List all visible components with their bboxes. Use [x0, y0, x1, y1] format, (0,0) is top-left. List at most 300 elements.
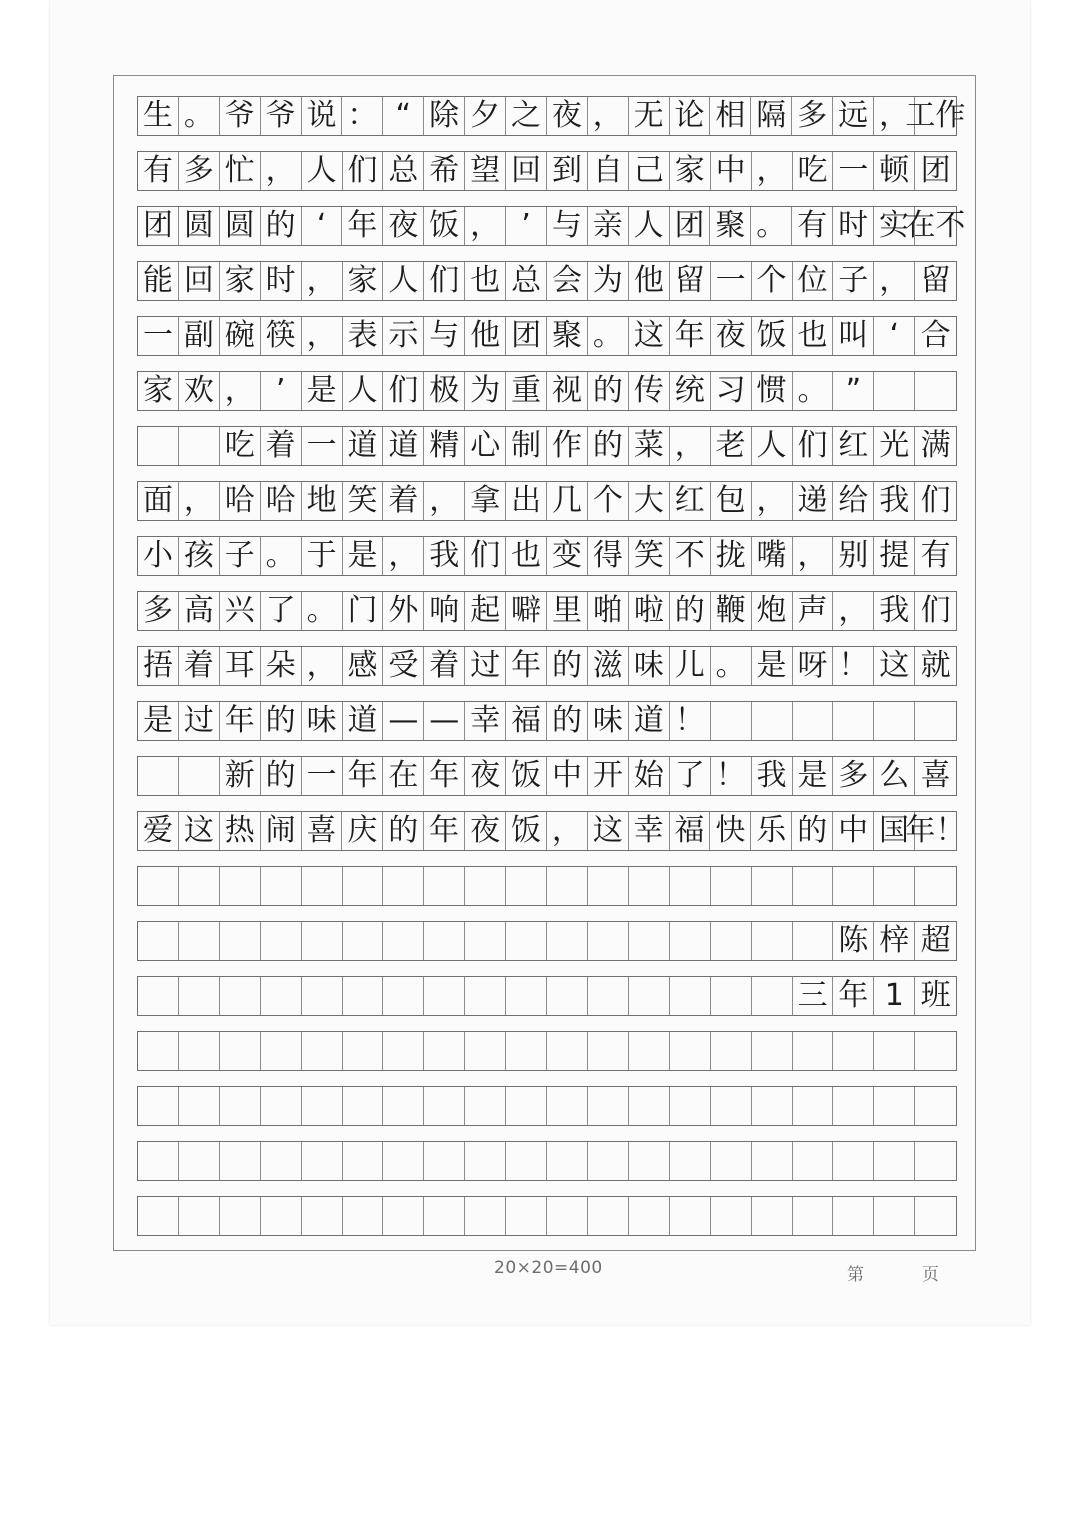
grid-cell: [547, 922, 588, 960]
grid-cell: 的: [383, 812, 424, 850]
grid-cell: [138, 867, 179, 905]
grid-cell: [179, 1197, 220, 1235]
grid-cell: 碗: [220, 317, 261, 355]
grid-cell: [506, 867, 547, 905]
grid-cell: 论: [670, 97, 711, 135]
grid-cell: [383, 922, 424, 960]
grid-cell: ，: [874, 262, 915, 300]
grid-cell: ：: [342, 97, 383, 135]
grid-cell: ，: [465, 207, 506, 245]
grid-cell: 年！: [905, 813, 966, 848]
grid-cell: 是: [752, 647, 793, 685]
grid-cell: 红: [670, 482, 711, 520]
grid-cell: 噼: [506, 592, 547, 630]
grid-cell: 幸: [465, 702, 506, 740]
grid-cell: 团: [506, 317, 547, 355]
grid-cell: 啦: [629, 592, 670, 630]
grid-cell: 我: [874, 482, 915, 520]
grid-row: [137, 976, 957, 1016]
grid-cell: [833, 1197, 874, 1235]
grid-cell: 能: [138, 262, 179, 300]
grid-cell: 门: [343, 592, 384, 630]
grid-cell: [588, 977, 629, 1015]
grid-cell: [547, 1087, 588, 1125]
grid-cell: 小: [138, 537, 179, 575]
grid-row: [137, 316, 957, 356]
grid-cell: [915, 1032, 956, 1070]
grid-cell: 庆: [342, 812, 383, 850]
grid-cell: [261, 1032, 302, 1070]
grid-cell: 受: [383, 647, 424, 685]
grid-cell: [547, 1142, 588, 1180]
grid-cell: 别: [833, 537, 874, 575]
grid-cell: ，: [752, 152, 793, 190]
grid-cell: 人: [302, 152, 343, 190]
grid-cell: 叫: [833, 317, 874, 355]
grid-cell: [833, 1032, 874, 1070]
grid-cell: [752, 867, 793, 905]
grid-cell: [343, 922, 384, 960]
grid-cell: [506, 977, 547, 1015]
grid-cell: 炮: [752, 592, 793, 630]
grid-cell: [138, 1142, 179, 1180]
grid-cell: 位: [793, 262, 834, 300]
grid-row: [137, 481, 957, 521]
grid-cell: 这: [629, 317, 670, 355]
grid-cell: [343, 1087, 384, 1125]
grid-cell: 哈: [261, 482, 302, 520]
grid-cell: 里: [547, 592, 588, 630]
grid-cell: [711, 1142, 752, 1180]
grid-cell: 忙: [220, 152, 261, 190]
grid-cell: [424, 1032, 465, 1070]
grid-cell: 子: [220, 537, 261, 575]
grid-cell: 朵: [261, 647, 302, 685]
grid-cell: 年: [342, 207, 383, 245]
grid-cell: 也: [793, 317, 834, 355]
grid-cell: [302, 977, 343, 1015]
grid-cell: [793, 1087, 834, 1125]
grid-cell: 夕: [465, 97, 506, 135]
grid-cell: 哈: [220, 482, 261, 520]
grid-cell: ，: [588, 97, 629, 135]
grid-cell: “: [383, 97, 424, 135]
grid-cell: 们: [383, 372, 424, 410]
grid-cell: 是: [343, 537, 384, 575]
grid-cell: ‘: [302, 207, 343, 245]
grid-cell: 与: [547, 207, 588, 245]
grid-cell: 顿: [874, 152, 915, 190]
grid-cell: 夜: [711, 317, 752, 355]
grid-cell: 聚: [547, 317, 588, 355]
grid-cell: [629, 867, 670, 905]
grid-cell: [138, 922, 179, 960]
grid-cell: [261, 1197, 302, 1235]
grid-cell: 亲: [588, 207, 629, 245]
grid-row: [137, 921, 957, 961]
grid-cell: 年: [670, 317, 711, 355]
grid-cell: 一: [711, 262, 752, 300]
grid-cell: [629, 977, 670, 1015]
grid-cell: 多: [833, 757, 874, 795]
grid-cell: [179, 757, 220, 795]
grid-cell: 副: [179, 317, 220, 355]
grid-cell: 。: [179, 97, 220, 135]
grid-cell: ，: [261, 152, 302, 190]
grid-cell: 圆: [220, 207, 261, 245]
grid-cell: 有: [920, 538, 951, 573]
grid-cell: 们: [920, 483, 951, 518]
grid-cell: [506, 1197, 547, 1235]
grid-cell: [179, 1142, 220, 1180]
grid-cell: [506, 922, 547, 960]
grid-cell: 不: [670, 537, 711, 575]
grid-cell: [383, 867, 424, 905]
grid-cell: 家: [138, 372, 179, 410]
grid-cell: [343, 1142, 384, 1180]
grid-cell: 班: [920, 978, 951, 1013]
grid-cell: [915, 372, 956, 410]
grid-cell: ，: [179, 482, 220, 520]
grid-cell: 个: [752, 262, 793, 300]
grid-cell: [465, 867, 506, 905]
grid-cell: 得: [588, 537, 629, 575]
grid-cell: 们: [793, 427, 834, 465]
grid-cell: [506, 1087, 547, 1125]
grid-row: [137, 206, 966, 246]
grid-cell: —: [383, 702, 424, 740]
grid-cell: [752, 1032, 793, 1070]
grid-cell: 视: [547, 372, 588, 410]
grid-cell: [179, 977, 220, 1015]
grid-cell: 示: [383, 317, 424, 355]
grid-cell: 回: [506, 152, 547, 190]
grid-cell: [261, 1142, 302, 1180]
grid-cell: [670, 867, 711, 905]
grid-cell: 子: [833, 262, 874, 300]
grid-cell: 1: [874, 977, 915, 1015]
grid-cell: 时: [261, 262, 302, 300]
grid-cell: 饭: [506, 757, 547, 795]
grid-cell: [547, 1197, 588, 1235]
grid-row: [137, 811, 966, 851]
grid-cell: 夜: [547, 97, 588, 135]
page-label-suffix: 页: [922, 1265, 939, 1285]
grid-cell: 道: [343, 702, 384, 740]
grid-cell: 拢: [711, 537, 752, 575]
grid-cell: 满: [920, 428, 951, 463]
grid-cell: [343, 977, 384, 1015]
grid-cell: [220, 1087, 261, 1125]
grid-cell: 个: [588, 482, 629, 520]
grid-cell: 筷: [261, 317, 302, 355]
grid-cell: 的: [547, 702, 588, 740]
grid-cell: 国: [874, 812, 915, 850]
grid-cell: [261, 977, 302, 1015]
grid-cell: 始: [629, 757, 670, 795]
grid-cell: [424, 1197, 465, 1235]
grid-cell: 自: [588, 152, 629, 190]
grid-cell: [588, 1142, 629, 1180]
grid-cell: 福: [670, 812, 711, 850]
grid-cell: 除: [424, 97, 465, 135]
grid-cell: 时: [833, 207, 874, 245]
grid-cell: [711, 922, 752, 960]
grid-cell: [220, 977, 261, 1015]
grid-cell: [465, 1032, 506, 1070]
grid-cell: 梓: [874, 922, 915, 960]
grid-cell: 道: [383, 427, 424, 465]
grid-cell: 隔: [751, 97, 792, 135]
grid-cell: 人: [343, 372, 384, 410]
grid-cell: 传: [629, 372, 670, 410]
grid-cell: 团: [920, 153, 951, 188]
grid-cell: 家: [220, 262, 261, 300]
grid-cell: 新: [220, 757, 261, 795]
grid-cell: 给: [833, 482, 874, 520]
grid-cell: 变: [547, 537, 588, 575]
grid-cell: 味: [629, 647, 670, 685]
grid-cell: 留: [920, 263, 951, 298]
grid-cell: 过: [465, 647, 506, 685]
grid-cell: 们: [465, 537, 506, 575]
grid-cell: 人: [752, 427, 793, 465]
grid-cell: ，: [670, 427, 711, 465]
grid-cell: 极: [424, 372, 465, 410]
grid-cell: 嘴: [752, 537, 793, 575]
grid-cell: [874, 1197, 915, 1235]
grid-cell: 之: [506, 97, 547, 135]
grid-cell: [138, 757, 179, 795]
grid-cell: [138, 977, 179, 1015]
grid-cell: 多: [792, 97, 833, 135]
grid-cell: [424, 1142, 465, 1180]
grid-cell: 红: [833, 427, 874, 465]
grid-cell: 爷: [261, 97, 302, 135]
grid-cell: [220, 1032, 261, 1070]
grid-cell: 着: [424, 647, 465, 685]
grid-cell: ，: [752, 482, 793, 520]
grid-cell: [302, 1087, 343, 1125]
grid-cell: 我: [874, 592, 915, 630]
grid-cell: 是: [793, 757, 834, 795]
grid-cell: 年: [343, 757, 384, 795]
grid-cell: [793, 867, 834, 905]
grid-cell: 他: [629, 262, 670, 300]
grid-cell: 家: [670, 152, 711, 190]
writing-grid: [137, 96, 966, 1251]
grid-cell: 么: [874, 757, 915, 795]
grid-cell: 啪: [588, 592, 629, 630]
grid-cell: 的: [670, 592, 711, 630]
grid-cell: 有: [792, 207, 833, 245]
grid-cell: 的: [261, 702, 302, 740]
grid-cell: 这: [588, 812, 629, 850]
grid-cell: [711, 1197, 752, 1235]
grid-cell: [343, 1197, 384, 1235]
grid-cell: 光: [874, 427, 915, 465]
grid-cell: 爱: [138, 812, 179, 850]
grid-cell: 无: [629, 97, 670, 135]
grid-cell: 开: [588, 757, 629, 795]
grid-cell: 。: [261, 537, 302, 575]
grid-cell: 年: [506, 647, 547, 685]
grid-cell: 过: [179, 702, 220, 740]
grid-cell: [752, 977, 793, 1015]
grid-cell: [465, 1142, 506, 1180]
grid-cell: [220, 1197, 261, 1235]
grid-row: [137, 701, 957, 741]
grid-cell: 合: [920, 318, 951, 353]
grid-cell: [833, 702, 874, 740]
grid-cell: [465, 922, 506, 960]
grid-cell: 喜: [920, 758, 951, 793]
grid-cell: 精: [424, 427, 465, 465]
grid-cell: [629, 1142, 670, 1180]
grid-cell: 惯: [752, 372, 793, 410]
grid-cell: 于: [302, 537, 343, 575]
grid-row: [137, 371, 957, 411]
grid-cell: [424, 867, 465, 905]
grid-cell: 就: [920, 648, 951, 683]
grid-cell: ’: [506, 207, 547, 245]
grid-cell: 这: [874, 647, 915, 685]
grid-cell: 热: [220, 812, 261, 850]
grid-cell: 也: [465, 262, 506, 300]
grid-cell: 我: [752, 757, 793, 795]
grid-cell: 超: [920, 923, 951, 958]
grid-cell: 一: [302, 757, 343, 795]
grid-cell: [424, 922, 465, 960]
grid-cell: [179, 1032, 220, 1070]
grid-cell: [179, 922, 220, 960]
grid-cell: [547, 1032, 588, 1070]
grid-cell: 几: [547, 482, 588, 520]
grid-cell: [793, 702, 834, 740]
grid-cell: [752, 1087, 793, 1125]
grid-cell: 吃: [793, 152, 834, 190]
grid-cell: [793, 1197, 834, 1235]
grid-cell: 孩: [179, 537, 220, 575]
grid-cell: [752, 922, 793, 960]
grid-cell: 起: [465, 592, 506, 630]
grid-cell: ，: [302, 317, 343, 355]
grid-cell: 饭: [424, 207, 465, 245]
grid-cell: [383, 1087, 424, 1125]
grid-cell: ，: [547, 812, 588, 850]
grid-cell: 人: [383, 262, 424, 300]
grid-row: [137, 646, 957, 686]
grid-cell: 夜: [465, 757, 506, 795]
grid-cell: 。: [751, 207, 792, 245]
grid-cell: 心: [465, 427, 506, 465]
grid-cell: 的: [588, 427, 629, 465]
grid-cell: 一: [138, 317, 179, 355]
grid-cell: 声: [793, 592, 834, 630]
grid-cell: 人: [629, 207, 670, 245]
grid-row: [137, 756, 957, 796]
grid-cell: 。: [302, 592, 343, 630]
grid-cell: [179, 427, 220, 465]
grid-cell: 快: [710, 812, 751, 850]
grid-cell: [874, 372, 915, 410]
grid-cell: 年: [220, 702, 261, 740]
grid-row: [137, 1031, 957, 1071]
grid-cell: 的: [792, 812, 833, 850]
grid-cell: [874, 702, 915, 740]
grid-cell: 着: [261, 427, 302, 465]
grid-cell: ，: [793, 537, 834, 575]
grid-cell: [302, 1197, 343, 1235]
grid-cell: 鞭: [711, 592, 752, 630]
grid-cell: 高: [179, 592, 220, 630]
grid-cell: 饭: [752, 317, 793, 355]
grid-cell: 滋: [588, 647, 629, 685]
grid-cell: [711, 1032, 752, 1070]
grid-cell: ，: [424, 482, 465, 520]
grid-cell: 道: [343, 427, 384, 465]
grid-cell: [833, 1087, 874, 1125]
grid-cell: [383, 977, 424, 1015]
grid-cell: 统: [670, 372, 711, 410]
grid-cell: ’: [261, 372, 302, 410]
grid-cell: 外: [383, 592, 424, 630]
grid-cell: [506, 1142, 547, 1180]
grid-cell: 总: [506, 262, 547, 300]
grid-cell: 为: [465, 372, 506, 410]
grid-cell: [302, 1142, 343, 1180]
grid-cell: [874, 1087, 915, 1125]
grid-cell: [711, 1087, 752, 1125]
grid-cell: [629, 1032, 670, 1070]
grid-cell: 捂: [138, 647, 179, 685]
grid-cell: 表: [343, 317, 384, 355]
grid-cell: —: [424, 702, 465, 740]
grid-cell: 有: [138, 152, 179, 190]
grid-cell: 远: [833, 97, 874, 135]
grid-cell: [915, 702, 956, 740]
grid-cell: 爷: [220, 97, 261, 135]
grid-cell: 。: [588, 317, 629, 355]
grid-cell: [915, 1197, 956, 1235]
grid-cell: ，: [302, 647, 343, 685]
grid-cell: [302, 867, 343, 905]
grid-cell: 也: [506, 537, 547, 575]
grid-cell: [424, 1087, 465, 1125]
grid-cell: 。: [711, 647, 752, 685]
grid-cell: 实: [874, 207, 915, 245]
grid-cell: [670, 1142, 711, 1180]
grid-cell: [752, 1142, 793, 1180]
grid-cell: 饭: [506, 812, 547, 850]
grid-cell: [588, 867, 629, 905]
grid-cell: 年: [833, 977, 874, 1015]
grid-cell: 夜: [465, 812, 506, 850]
grid-cell: 作: [547, 427, 588, 465]
grid-row: [137, 1141, 957, 1181]
grid-cell: 幸: [629, 812, 670, 850]
grid-cell: [383, 1032, 424, 1070]
grid-cell: 到: [547, 152, 588, 190]
grid-cell: 年: [424, 757, 465, 795]
grid-cell: 相: [710, 97, 751, 135]
grid-cell: 吃: [220, 427, 261, 465]
grid-cell: [138, 1032, 179, 1070]
grid-cell: 道: [629, 702, 670, 740]
grid-row: [137, 151, 957, 191]
grid-cell: [220, 867, 261, 905]
grid-cell: 己: [629, 152, 670, 190]
